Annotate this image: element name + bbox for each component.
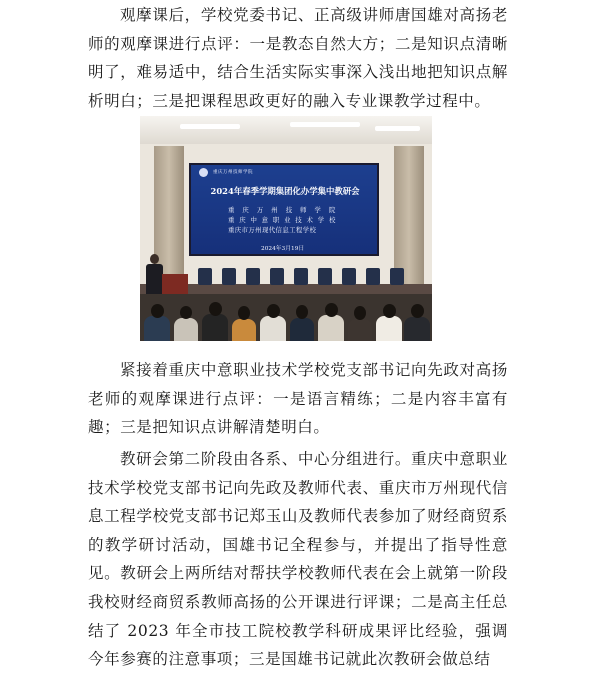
photo-ceiling [140,116,432,146]
audience-member [238,306,250,320]
screen-date: 2024年3月19日 [261,246,305,252]
projection-screen [189,163,379,256]
audience-member [411,304,424,318]
audience-member [267,304,280,318]
audience-member [354,306,366,320]
audience-member [348,319,372,341]
audience-member [144,316,170,341]
ceiling-light [375,126,420,131]
paragraph-second-stage: 教研会第二阶段由各系、中心分组进行。重庆中意职业技术学校党支部书记向先政及教师代表、重庆市万州现代信息工程学校党支部书记郑玉山及教师代表参加了财经商贸系的教学研讨活动，国雄书记全程参与，并提出了指导性意见。教研会上两所结对帮扶学校教师代表在会上就第一阶段我校财经商贸系教师高扬的公开课进行评课；二是高主任总结了 2023 年全市技工院校教学科研成果评比经验，强调今年参赛的注意事项；三是国雄书记就此次教研会做总结 [88,450,508,669]
audience-member [174,318,198,341]
stage-chair [366,268,380,285]
screen-title: 2024年春季学期集团化办学集中教研会 [210,186,360,196]
stage-chair [198,268,212,285]
audience-member [404,317,430,341]
audience [140,294,432,341]
audience-member [290,318,314,341]
audience-member [296,305,308,319]
stage-chair [246,268,260,285]
stage-chair [342,268,356,285]
audience-member [209,302,222,316]
school-emblem-icon [199,168,208,177]
audience-member [376,316,402,341]
screen-school-name: 重庆万州技师学院 [213,170,253,175]
stage-chair [294,268,308,285]
paragraph-review-tang: 观摩课后，学校党委书记、正高级讲师唐国雄对高扬老师的观摩课进行点评：一是教态自然大方；二是知识点清晰明了，难易适中，结合生活实际实事深入浅出地把知识点解析明白；三是把课程思政更好的融入专业课教学过程中。 [88,6,508,110]
event-photo [140,116,432,341]
stage-chair [270,268,284,285]
audience-member [260,316,286,341]
audience-member [383,304,396,318]
audience-member [232,319,256,341]
speaker-figure [150,254,159,264]
stage-chair [318,268,332,285]
audience-member [318,315,344,341]
ceiling-light [290,122,360,127]
audience-member [202,314,228,341]
audience-member [325,303,338,317]
stage-chair [390,268,404,285]
screen-line-2: 重 庆 中 意 职 业 技 术 学 校 [228,216,337,224]
audience-member [180,306,192,319]
screen-line-1: 重 庆 万 州 技 师 学 院 [228,206,339,214]
screen-line-3: 重庆市万州现代信息工程学校 [228,226,317,234]
ceiling-light [180,124,240,129]
paragraph-review-xiang: 紧接着重庆中意职业技术学校党支部书记向先政对高扬老师的观摩课进行点评：一是语言精练；二是内容丰富有趣；三是把知识点讲解清楚明白。 [88,361,508,437]
audience-member [151,304,164,318]
stage-chair [222,268,236,285]
